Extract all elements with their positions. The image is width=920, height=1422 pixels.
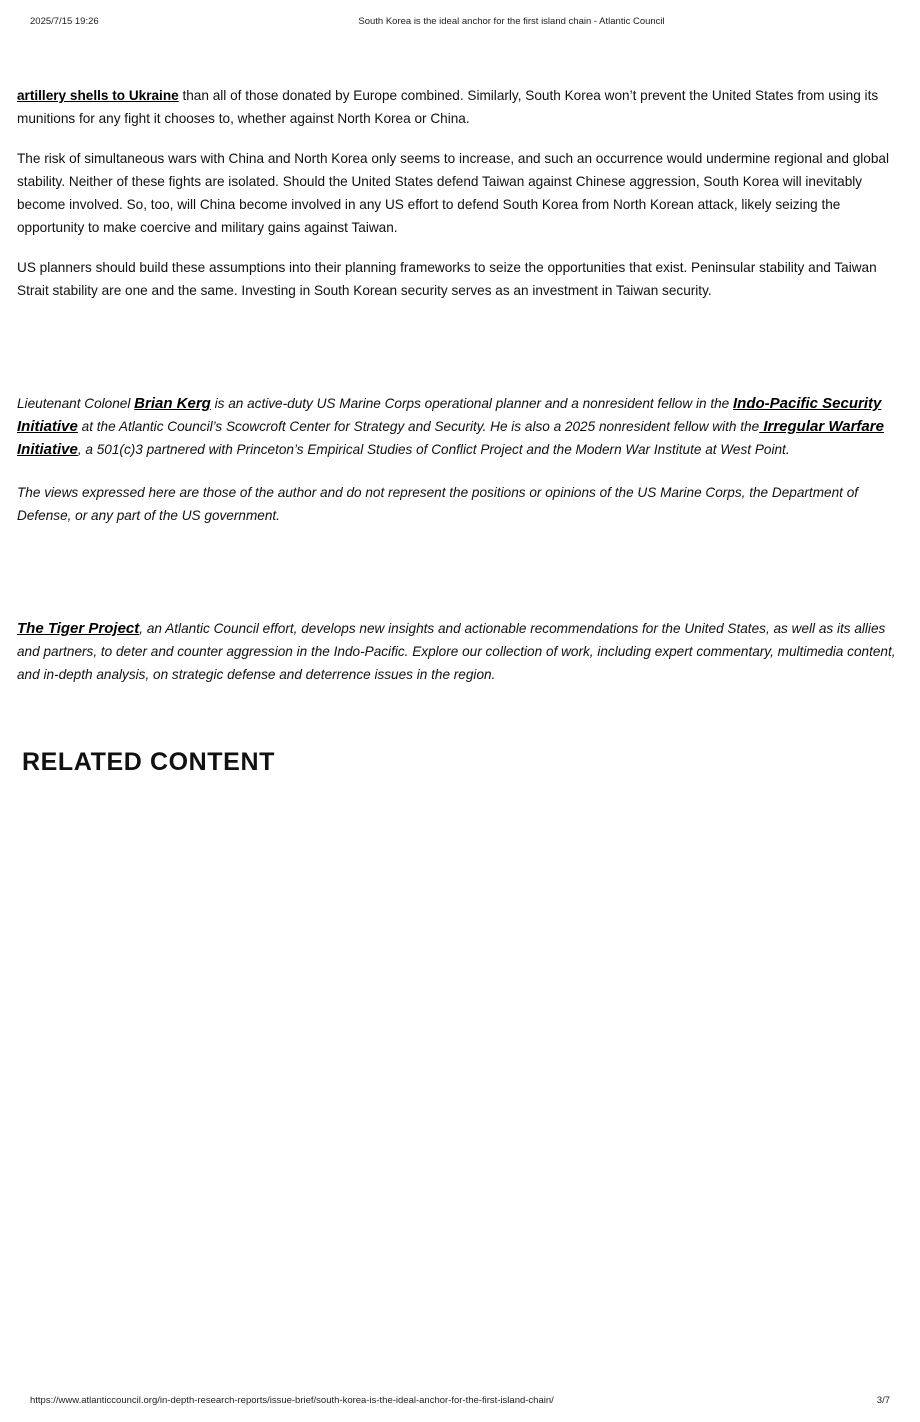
tiger-project-blurb: [17, 617, 904, 686]
author-link[interactable]: Brian Kerg: [134, 395, 211, 412]
paragraph-1-text: than all of those donated by Europe combined. Similarly, South Korea won’t prevent the United States from using its munitions for any fight it chooses to, whether against North Korea or China.: [17, 88, 879, 126]
indo-pacific-initiative-link[interactable]: Indo-Pacific Security Initiative: [17, 395, 882, 435]
tiger-project-link[interactable]: The Tiger Project: [17, 620, 140, 637]
disclaimer: [17, 481, 904, 527]
related-content-heading: RELATED CONTENT: [22, 748, 275, 776]
print-page-title: South Korea is the ideal anchor for the first island chain - Atlantic Council: [358, 16, 665, 27]
author-bio: [17, 392, 904, 461]
print-url: https://www.atlanticcouncil.org/in-depth-research-reports/issue-brief/south-korea-is-the-ideal-anchor-for-the-first-island-chain/: [30, 1395, 554, 1406]
artillery-shells-link[interactable]: artillery shells to Ukraine: [17, 88, 179, 103]
bio-text-2: at the Atlantic Council’s Scowcroft Center for Strategy and Security. He is also a 2025 nonresident fellow with the: [77, 419, 760, 434]
print-footer: [0, 1395, 920, 1409]
article-paragraph-1: [17, 84, 904, 130]
irregular-warfare-link[interactable]: Irregular Warfare Initiative: [17, 418, 884, 458]
disclaimer-text: The views expressed here are those of the author and do not represent the positions or opinions of the US Marine Corps, the Department of Defense, or any part of the US government.: [17, 485, 859, 523]
tiger-project-text: , an Atlantic Council effort, develops new insights and actionable recommendations for the United States, as well as its allies and partners, to deter and counter aggression in the Indo-Pacific. Explore our collection of work, including expert commentary, multimedia content, and in-depth analysis, on strategic defense and deterrence issues in the region.: [17, 621, 896, 682]
paragraph-3-text: US planners should build these assumptions into their planning frameworks to seize the opportunities that exist. Peninsular stability and Taiwan Strait stability are one and the same. Investing in South Korean security serves as an investment in Taiwan security.: [17, 260, 877, 298]
print-header: [0, 16, 920, 30]
article-paragraph-2: [17, 147, 904, 239]
bio-prefix: Lieutenant Colonel: [17, 396, 135, 411]
bio-suffix: , a 501(c)3 partnered with Princeton’s Empirical Studies of Conflict Project and the Modern War Institute at West Point.: [77, 442, 790, 457]
bio-text-1: is an active-duty US Marine Corps operational planner and a nonresident fellow in the: [210, 396, 733, 411]
paragraph-2-text: The risk of simultaneous wars with China and North Korea only seems to increase, and such an occurrence would undermine regional and global stability. Neither of these fights are isolated. Should the United States defend Taiwan against Chinese aggression, South Korea will inevitably become involved. So, too, will China become involved in any US effort to defend South Korea from North Korean attack, likely seizing the opportunity to make coercive and military gains against Taiwan.: [17, 151, 889, 235]
article-paragraph-3: [17, 256, 904, 302]
print-timestamp: 2025/7/15 19:26: [30, 16, 99, 27]
page-number: 3/7: [876, 1395, 890, 1406]
